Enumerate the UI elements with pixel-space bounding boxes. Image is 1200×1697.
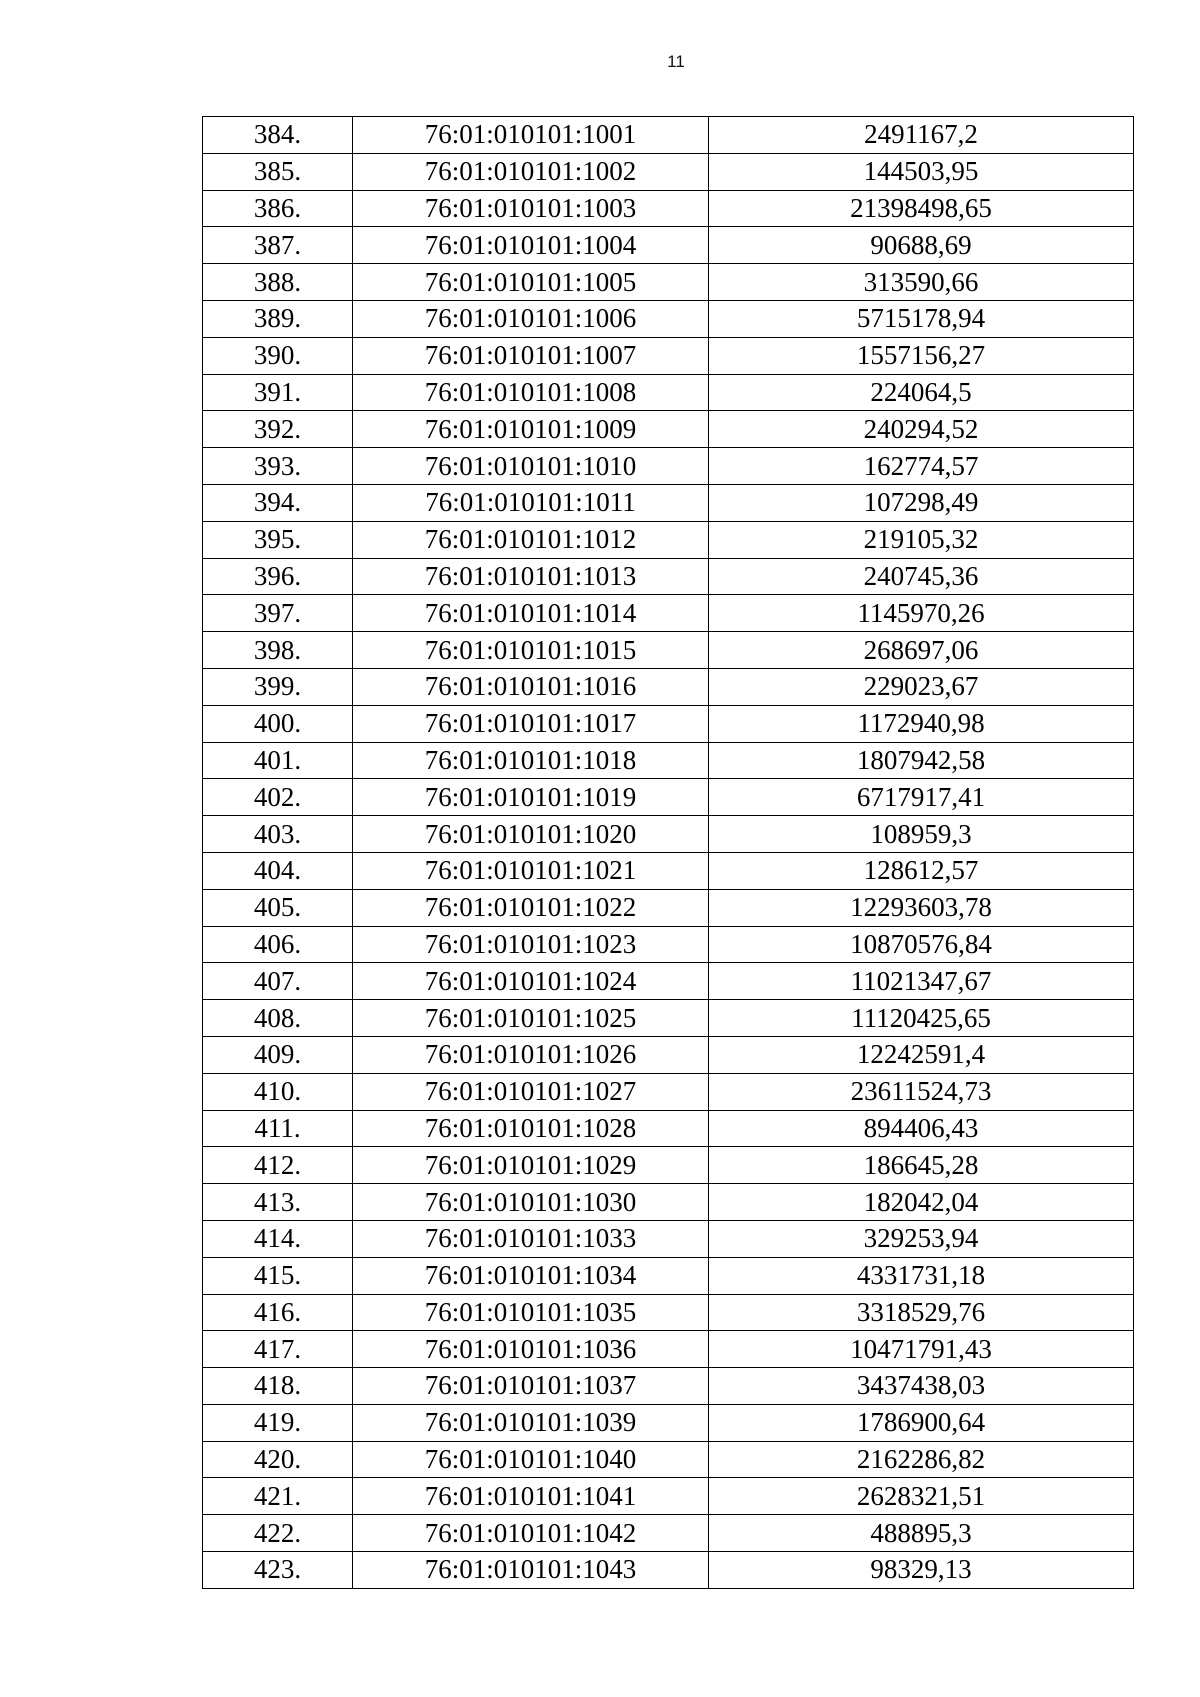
value-cell: 240745,36: [709, 558, 1134, 595]
table-row: [203, 1073, 1134, 1110]
value-cell: 10471791,43: [709, 1331, 1134, 1368]
value-cell: 23611524,73: [709, 1073, 1134, 1110]
cadastral-number-cell: 76:01:010101:1009: [353, 411, 709, 448]
row-number-cell: 413.: [203, 1184, 353, 1221]
cadastral-number-cell: 76:01:010101:1034: [353, 1257, 709, 1294]
value-cell: 1145970,26: [709, 595, 1134, 632]
row-number-cell: 412.: [203, 1147, 353, 1184]
table-row: [203, 779, 1134, 816]
row-number-cell: 393.: [203, 448, 353, 485]
row-number-cell: 386.: [203, 190, 353, 227]
row-number-cell: 415.: [203, 1257, 353, 1294]
row-number-cell: 404.: [203, 852, 353, 889]
value-cell: 4331731,18: [709, 1257, 1134, 1294]
value-cell: 224064,5: [709, 374, 1134, 411]
value-cell: 11120425,65: [709, 1000, 1134, 1037]
row-number-cell: 385.: [203, 153, 353, 190]
value-cell: 488895,3: [709, 1515, 1134, 1552]
value-cell: 186645,28: [709, 1147, 1134, 1184]
table-row: [203, 1220, 1134, 1257]
table-row: [203, 117, 1134, 154]
row-number-cell: 420.: [203, 1441, 353, 1478]
row-number-cell: 409.: [203, 1036, 353, 1073]
value-cell: 894406,43: [709, 1110, 1134, 1147]
cadastral-number-cell: 76:01:010101:1012: [353, 521, 709, 558]
table-row: [203, 521, 1134, 558]
cadastral-number-cell: 76:01:010101:1035: [353, 1294, 709, 1331]
row-number-cell: 387.: [203, 227, 353, 264]
table-row: [203, 190, 1134, 227]
table-row: [203, 1515, 1134, 1552]
value-cell: 1172940,98: [709, 705, 1134, 742]
value-cell: 1807942,58: [709, 742, 1134, 779]
row-number-cell: 405.: [203, 889, 353, 926]
table-row: [203, 484, 1134, 521]
value-cell: 5715178,94: [709, 300, 1134, 337]
table-row: [203, 1404, 1134, 1441]
row-number-cell: 423.: [203, 1552, 353, 1589]
row-number-cell: 414.: [203, 1220, 353, 1257]
value-cell: 107298,49: [709, 484, 1134, 521]
table-row: [203, 595, 1134, 632]
row-number-cell: 396.: [203, 558, 353, 595]
cadastral-number-cell: 76:01:010101:1019: [353, 779, 709, 816]
value-cell: 240294,52: [709, 411, 1134, 448]
cadastral-number-cell: 76:01:010101:1011: [353, 484, 709, 521]
table-row: [203, 1184, 1134, 1221]
cadastral-number-cell: 76:01:010101:1040: [353, 1441, 709, 1478]
row-number-cell: 398.: [203, 632, 353, 669]
value-cell: 268697,06: [709, 632, 1134, 669]
value-cell: 219105,32: [709, 521, 1134, 558]
table-row: [203, 1552, 1134, 1589]
table-row: [203, 742, 1134, 779]
row-number-cell: 388.: [203, 264, 353, 301]
cadastral-number-cell: 76:01:010101:1018: [353, 742, 709, 779]
value-cell: 10870576,84: [709, 926, 1134, 963]
value-cell: 3437438,03: [709, 1368, 1134, 1405]
cadastral-number-cell: 76:01:010101:1039: [353, 1404, 709, 1441]
table-row: [203, 1441, 1134, 1478]
row-number-cell: 407.: [203, 963, 353, 1000]
row-number-cell: 392.: [203, 411, 353, 448]
cadastral-number-cell: 76:01:010101:1026: [353, 1036, 709, 1073]
value-cell: 90688,69: [709, 227, 1134, 264]
cadastral-number-cell: 76:01:010101:1013: [353, 558, 709, 595]
value-cell: 182042,04: [709, 1184, 1134, 1221]
cadastral-number-cell: 76:01:010101:1023: [353, 926, 709, 963]
cadastral-number-cell: 76:01:010101:1029: [353, 1147, 709, 1184]
row-number-cell: 411.: [203, 1110, 353, 1147]
cadastral-number-cell: 76:01:010101:1006: [353, 300, 709, 337]
row-number-cell: 419.: [203, 1404, 353, 1441]
value-cell: 108959,3: [709, 816, 1134, 853]
table-row: [203, 1368, 1134, 1405]
table-row: [203, 337, 1134, 374]
row-number-cell: 384.: [203, 117, 353, 154]
row-number-cell: 421.: [203, 1478, 353, 1515]
table-row: [203, 374, 1134, 411]
cadastral-number-cell: 76:01:010101:1020: [353, 816, 709, 853]
table-row: [203, 1294, 1134, 1331]
table-row: [203, 1478, 1134, 1515]
row-number-cell: 399.: [203, 668, 353, 705]
table-row: [203, 1000, 1134, 1037]
cadastral-number-cell: 76:01:010101:1016: [353, 668, 709, 705]
row-number-cell: 417.: [203, 1331, 353, 1368]
value-cell: 229023,67: [709, 668, 1134, 705]
table-row: [203, 1110, 1134, 1147]
cadastral-number-cell: 76:01:010101:1024: [353, 963, 709, 1000]
cadastral-number-cell: 76:01:010101:1017: [353, 705, 709, 742]
cadastral-number-cell: 76:01:010101:1027: [353, 1073, 709, 1110]
table-row: [203, 963, 1134, 1000]
table-row: [203, 632, 1134, 669]
row-number-cell: 416.: [203, 1294, 353, 1331]
value-cell: 1786900,64: [709, 1404, 1134, 1441]
row-number-cell: 418.: [203, 1368, 353, 1405]
cadastral-number-cell: 76:01:010101:1028: [353, 1110, 709, 1147]
value-cell: 12293603,78: [709, 889, 1134, 926]
cadastral-number-cell: 76:01:010101:1043: [353, 1552, 709, 1589]
cadastral-number-cell: 76:01:010101:1036: [353, 1331, 709, 1368]
value-cell: 162774,57: [709, 448, 1134, 485]
table-row: [203, 816, 1134, 853]
table-body: [203, 117, 1134, 1589]
value-cell: 3318529,76: [709, 1294, 1134, 1331]
cadastral-number-cell: 76:01:010101:1037: [353, 1368, 709, 1405]
table-row: [203, 926, 1134, 963]
cadastral-number-cell: 76:01:010101:1014: [353, 595, 709, 632]
row-number-cell: 410.: [203, 1073, 353, 1110]
table-row: [203, 1147, 1134, 1184]
row-number-cell: 408.: [203, 1000, 353, 1037]
cadastral-value-table: [202, 116, 1134, 1589]
table-row: [203, 264, 1134, 301]
cadastral-number-cell: 76:01:010101:1004: [353, 227, 709, 264]
row-number-cell: 400.: [203, 705, 353, 742]
cadastral-number-cell: 76:01:010101:1010: [353, 448, 709, 485]
row-number-cell: 391.: [203, 374, 353, 411]
cadastral-number-cell: 76:01:010101:1001: [353, 117, 709, 154]
row-number-cell: 406.: [203, 926, 353, 963]
row-number-cell: 422.: [203, 1515, 353, 1552]
page-number: 11: [667, 52, 685, 71]
cadastral-number-cell: 76:01:010101:1041: [353, 1478, 709, 1515]
row-number-cell: 389.: [203, 300, 353, 337]
row-number-cell: 403.: [203, 816, 353, 853]
value-cell: 313590,66: [709, 264, 1134, 301]
cadastral-number-cell: 76:01:010101:1005: [353, 264, 709, 301]
cadastral-number-cell: 76:01:010101:1022: [353, 889, 709, 926]
cadastral-number-cell: 76:01:010101:1021: [353, 852, 709, 889]
value-cell: 11021347,67: [709, 963, 1134, 1000]
row-number-cell: 397.: [203, 595, 353, 632]
value-cell: 2162286,82: [709, 1441, 1134, 1478]
table-row: [203, 1331, 1134, 1368]
row-number-cell: 402.: [203, 779, 353, 816]
row-number-cell: 395.: [203, 521, 353, 558]
value-cell: 12242591,4: [709, 1036, 1134, 1073]
value-cell: 329253,94: [709, 1220, 1134, 1257]
table-row: [203, 227, 1134, 264]
value-cell: 128612,57: [709, 852, 1134, 889]
cadastral-number-cell: 76:01:010101:1030: [353, 1184, 709, 1221]
table-row: [203, 705, 1134, 742]
table-row: [203, 852, 1134, 889]
cadastral-number-cell: 76:01:010101:1025: [353, 1000, 709, 1037]
table-row: [203, 668, 1134, 705]
table-row: [203, 153, 1134, 190]
row-number-cell: 401.: [203, 742, 353, 779]
cadastral-number-cell: 76:01:010101:1042: [353, 1515, 709, 1552]
cadastral-number-cell: 76:01:010101:1007: [353, 337, 709, 374]
table-row: [203, 300, 1134, 337]
value-cell: 2628321,51: [709, 1478, 1134, 1515]
table-row: [203, 448, 1134, 485]
table-row: [203, 1257, 1134, 1294]
value-cell: 2491167,2: [709, 117, 1134, 154]
value-cell: 1557156,27: [709, 337, 1134, 374]
cadastral-number-cell: 76:01:010101:1003: [353, 190, 709, 227]
value-cell: 144503,95: [709, 153, 1134, 190]
cadastral-number-cell: 76:01:010101:1002: [353, 153, 709, 190]
row-number-cell: 390.: [203, 337, 353, 374]
cadastral-number-cell: 76:01:010101:1015: [353, 632, 709, 669]
table-row: [203, 1036, 1134, 1073]
row-number-cell: 394.: [203, 484, 353, 521]
cadastral-number-cell: 76:01:010101:1033: [353, 1220, 709, 1257]
cadastral-number-cell: 76:01:010101:1008: [353, 374, 709, 411]
table-row: [203, 558, 1134, 595]
value-cell: 98329,13: [709, 1552, 1134, 1589]
table-row: [203, 889, 1134, 926]
value-cell: 6717917,41: [709, 779, 1134, 816]
table-row: [203, 411, 1134, 448]
value-cell: 21398498,65: [709, 190, 1134, 227]
